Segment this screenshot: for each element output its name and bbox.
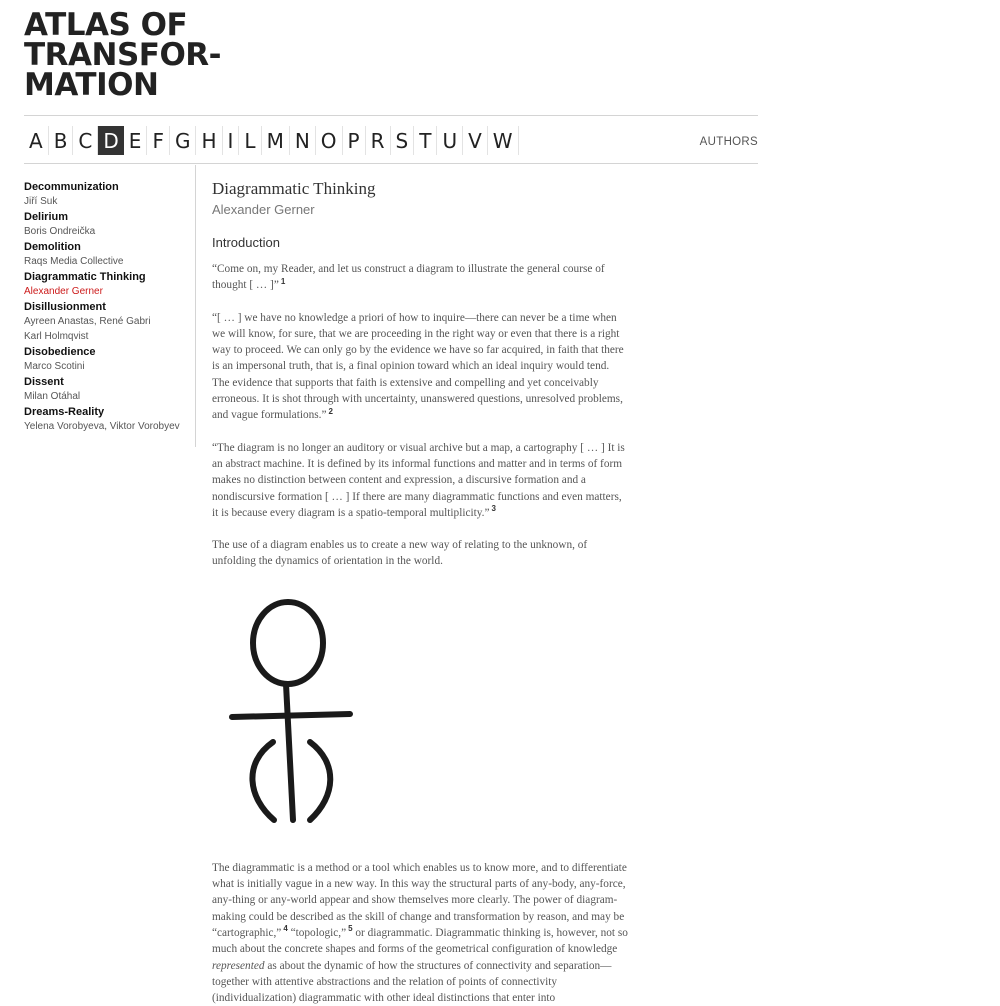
letter-nav-p[interactable]: P <box>343 126 366 155</box>
site-title[interactable] <box>24 7 222 103</box>
footnote-ref-5[interactable]: 5 <box>348 924 353 934</box>
footnote-ref-3[interactable]: 3 <box>491 504 496 514</box>
paragraph-text: “The diagram is no longer an auditory or visual archive but a map, a cartography [ … ] It is an abstract machine. It is defined by its informal functions and matter and in terms of form makes no distinction between content and expression, a discursive formation and a nondiscursive formation [ … ] If there are many diagrammatic functions and even matters, it is because every diagram is a spatio-temporal multiplicity.” <box>212 441 625 519</box>
sidebar-entry-title[interactable]: Dissent <box>24 376 64 388</box>
stick-figure-diagram-icon <box>218 598 358 838</box>
quote-paragraph-3 <box>212 440 628 521</box>
letter-nav-h[interactable]: H <box>196 126 222 155</box>
article <box>212 180 628 1006</box>
letter-nav-f[interactable]: F <box>147 126 170 155</box>
quote-paragraph-2 <box>212 310 628 424</box>
section-heading: Introduction <box>212 235 280 250</box>
site-title-line: TRANSFOR- <box>24 37 222 73</box>
letter-nav-m[interactable]: M <box>262 126 290 155</box>
sidebar-entry-author[interactable]: Milan Otáhal <box>24 391 81 402</box>
sidebar-divider <box>195 165 196 447</box>
sidebar-entry-author[interactable]: Jiří Suk <box>24 196 58 207</box>
figure-head <box>253 602 323 684</box>
letter-nav-n[interactable]: N <box>290 126 316 155</box>
letter-nav-r[interactable]: R <box>366 126 391 155</box>
sidebar-entry-title[interactable]: Diagrammatic Thinking <box>24 271 146 283</box>
letter-nav-i[interactable]: I <box>223 126 240 155</box>
sidebar-entry-title[interactable]: Disillusionment <box>24 301 106 313</box>
paragraph-text: “[ … ] we have no knowledge a priori of how to inquire—there can never be a time when we will know, for sure, that we are proceeding in the right way or even that there is a right way to proceed. We can only go by the evidence we have so far acquired, in faith that there is an impersonal truth, that is, a final opinion toward which an ideal inquiry would tend. The evidence that supports that faith is extensive and compelling and yet conceivably erroneous. It is shot through with uncertainty, unanswered questions, unresolved problems, and vague formulations.” <box>212 311 624 422</box>
letter-nav-a[interactable]: A <box>24 126 49 155</box>
figure-arms-line <box>232 714 350 717</box>
sidebar-entry-title[interactable]: Dreams-Reality <box>24 406 105 418</box>
body-paragraph-1: The use of a diagram enables us to create a new way of relating to the unknown, of unfolding the dynamics of orientation in the world. <box>212 539 588 568</box>
footnote-ref-4[interactable]: 4 <box>283 924 288 934</box>
letter-nav-c[interactable]: C <box>73 126 98 155</box>
letter-nav-s[interactable]: S <box>391 126 415 155</box>
paragraph-text: The diagrammatic is a method or a tool which enables us to know more, and to differentiate what is initially vague in a new way. In this way the structural parts of any-body, any-force, any-thing or any-world appear and show themselves more clearly. The power of diagram-making could be described as the skill of change and transformation by reason, and may be “cartographic,” <box>212 861 627 939</box>
letter-nav-e[interactable]: E <box>124 126 148 155</box>
paragraph-text: “Come on, my Reader, and let us construct a diagram to illustrate the general course of thought [ … ]” <box>212 263 605 292</box>
footnote-ref-2[interactable]: 2 <box>328 406 333 416</box>
footnote-ref-1[interactable]: 1 <box>280 276 286 286</box>
letter-nav-v[interactable]: V <box>463 126 488 155</box>
body-paragraph-2 <box>212 860 628 1006</box>
letter-nav-w[interactable]: W <box>488 126 519 155</box>
paragraph-text: or diagrammatic. Diagrammatic thinking is, however, not so much about the concrete shapes and forms of the geometrical configuration of knowledge <box>212 926 628 956</box>
alphabet-nav <box>24 126 519 155</box>
header-divider-bottom <box>24 163 758 164</box>
sidebar-entry-author[interactable]: Alexander Gerner <box>24 286 103 297</box>
sidebar-entry-title[interactable]: Decommunization <box>24 181 119 193</box>
site-title-line: MATION <box>24 67 159 103</box>
figure-body-line <box>286 684 293 820</box>
sidebar-entry-author[interactable]: Boris Ondreička <box>24 226 96 237</box>
sidebar-entry-author[interactable]: Ayreen Anastas, René Gabri <box>24 316 151 327</box>
sidebar-entry-author[interactable]: Marco Scotini <box>24 361 85 372</box>
sidebar-entry-author[interactable]: Yelena Vorobyeva, Viktor Vorobyev <box>24 421 180 432</box>
letter-nav-u[interactable]: U <box>437 126 463 155</box>
sidebar-entry-author[interactable]: Raqs Media Collective <box>24 256 124 267</box>
letter-nav-b[interactable]: B <box>49 126 74 155</box>
letter-nav-t[interactable]: T <box>414 126 437 155</box>
quote-paragraph-1 <box>212 261 628 294</box>
sidebar-entry-title[interactable]: Disobedience <box>24 346 96 358</box>
emphasis-text: represented <box>212 959 265 972</box>
letter-nav-d[interactable]: D <box>98 126 123 155</box>
sidebar-entry-title[interactable]: Demolition <box>24 241 81 253</box>
authors-link[interactable]: AUTHORS <box>699 136 758 148</box>
site-title-line: ATLAS OF <box>24 7 188 43</box>
paragraph-text: “topologic,” <box>290 926 347 939</box>
paragraph-text: as about the dynamic of how the structures of connectivity and separation—together with attentive abstractions and the relation of points of connectivity (individualization) diagrammatic with other ideal distinctions that enter into <box>212 959 612 1005</box>
header-divider-top <box>24 115 758 116</box>
letter-nav-g[interactable]: G <box>170 126 197 155</box>
sidebar-entry-author[interactable]: Karl Holmqvist <box>24 331 89 342</box>
letter-nav-o[interactable]: O <box>316 126 343 155</box>
sidebar-entry-title[interactable]: Delirium <box>24 211 69 223</box>
sidebar-entry-list <box>24 180 194 435</box>
article-title: Diagrammatic Thinking <box>212 179 376 198</box>
letter-nav-l[interactable]: L <box>239 126 261 155</box>
article-author[interactable]: Alexander Gerner <box>212 202 315 217</box>
